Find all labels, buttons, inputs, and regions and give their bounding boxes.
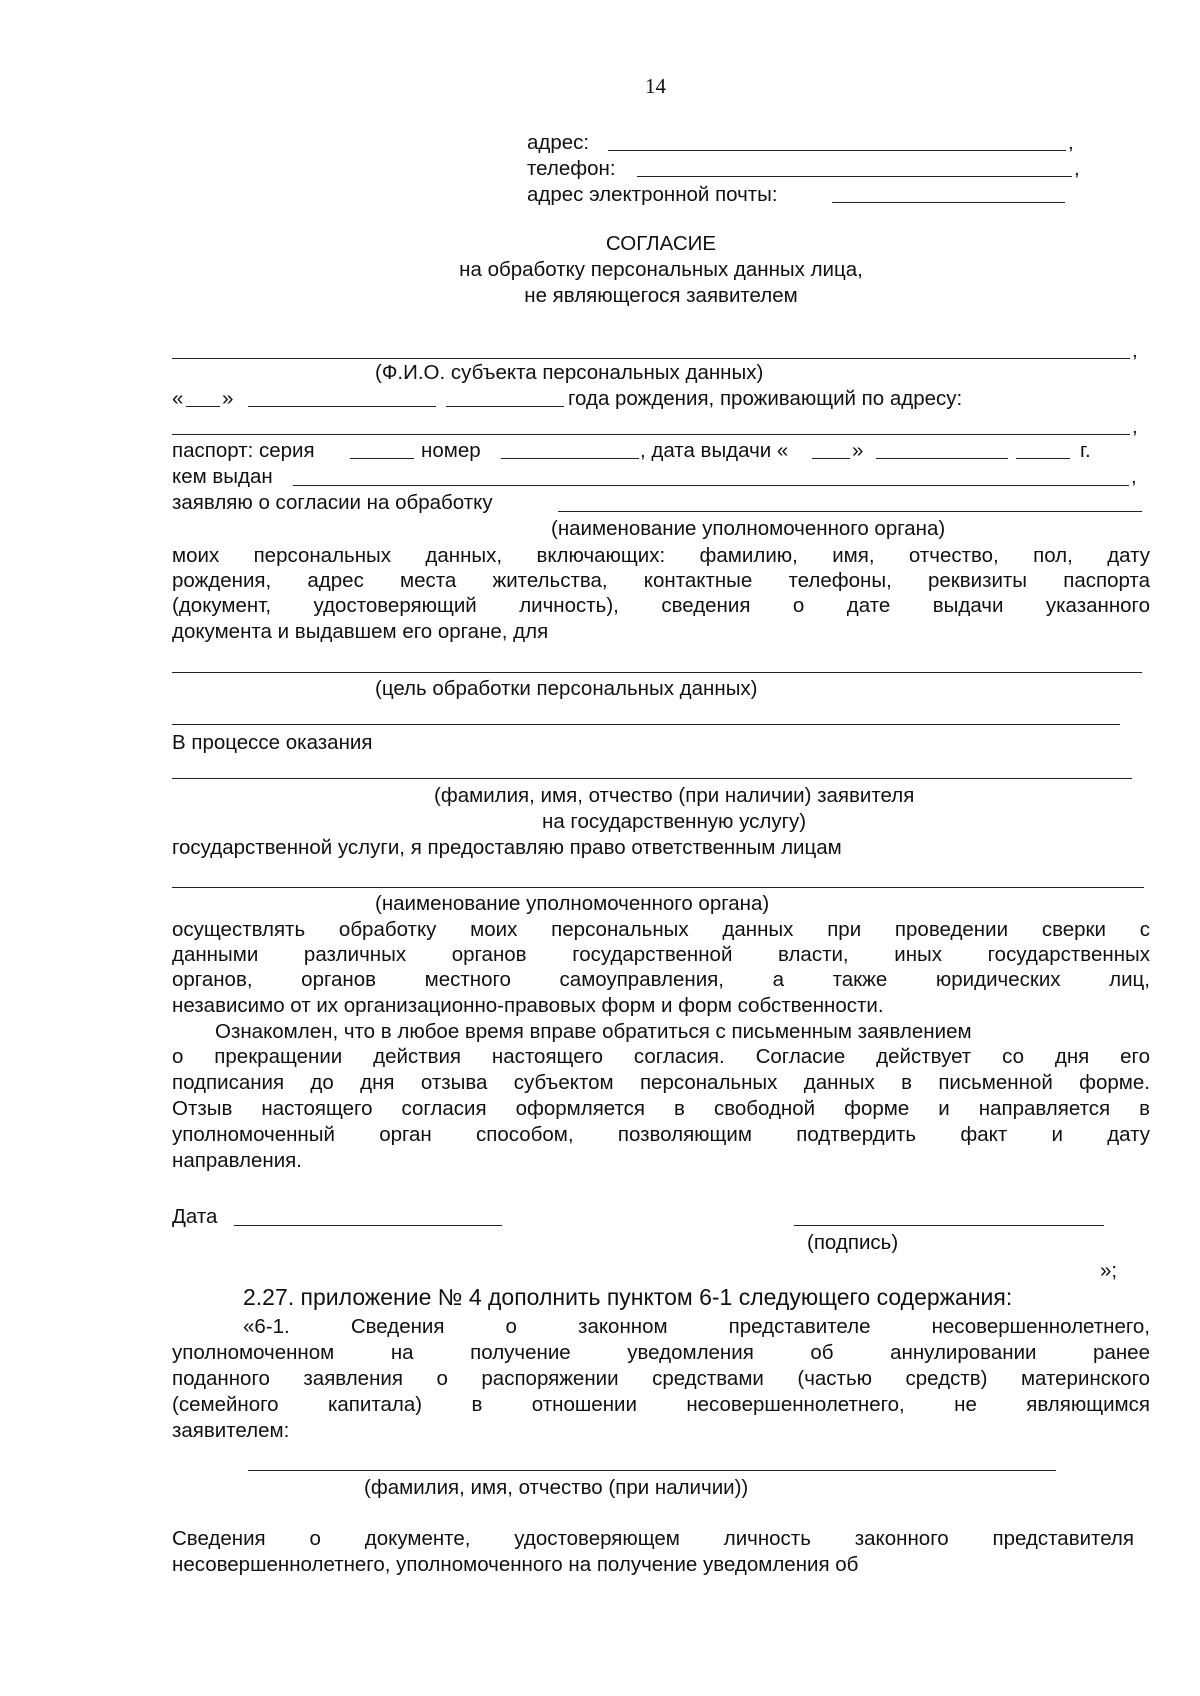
document-title: СОГЛАСИЕ [605, 232, 717, 255]
purpose-caption: (цель обработки персональных данных) [375, 677, 758, 700]
passport-year-underline [1016, 458, 1070, 459]
phone-comma: , [1074, 157, 1080, 180]
body3-line-3: подписания до дня отзыва субъектом персональных данных в письменной форме. [172, 1071, 1150, 1094]
amendment-heading: 2.27. приложение № 4 дополнить пунктом 6-1 следующего содержания: [243, 1284, 1013, 1310]
passport-series-underline [350, 458, 414, 459]
passport-series-label: паспорт: серия [172, 439, 315, 462]
body1-line-4: документа и выдавшем его органе, для [172, 620, 549, 643]
body3-line-6: направления. [172, 1149, 302, 1172]
fio-underline-2 [248, 1470, 1056, 1471]
passport-month-underline [876, 458, 1008, 459]
purpose-underline-2 [172, 724, 1120, 725]
birth-year-underline [446, 406, 564, 407]
residence-comma: , [1132, 415, 1138, 438]
date-label: Дата [172, 1205, 218, 1228]
birth-day-open: « [172, 387, 184, 410]
issued-by-label: кем выдан [172, 465, 273, 488]
title-line-2: не являющегося заявителем [524, 284, 798, 307]
section61-line-2: уполномоченном на получение уведомления об аннулировании ранее [172, 1341, 1150, 1364]
body1-line-3: (документ, удостоверяющий личность), сведения о дате выдачи указанного [172, 594, 1150, 617]
signature-underline [794, 1225, 1104, 1226]
body3-line-2: о прекращении действия настоящего согласия. Согласие действует со дня его [172, 1045, 1150, 1068]
service-text: государственной услуги, я предоставляю право ответственным лицам [172, 836, 842, 859]
fio-caption: (Ф.И.О. субъекта персональных данных) [375, 361, 764, 384]
body2-line-1: осуществлять обработку моих персональных данных при проведении сверки с [172, 918, 1150, 941]
passport-date-label: , дата выдачи « [640, 439, 789, 462]
applicant-caption-1: (фамилия, имя, отчество (при наличии) заявителя [434, 784, 915, 807]
body2-line-4: независимо от их организационно-правовых форм и форм собственности. [172, 994, 884, 1017]
closing-quote: »; [1100, 1259, 1118, 1282]
declare-text: заявляю о согласии на обработку [172, 491, 493, 514]
passport-year-label: г. [1080, 439, 1091, 462]
title-line-1: на обработку персональных данных лица, [459, 258, 863, 281]
signature-caption: (подпись) [807, 1231, 899, 1254]
birth-text: года рождения, проживающий по адресу: [568, 387, 963, 410]
section61-line-5: заявителем: [172, 1419, 290, 1442]
body3-line-4: Отзыв настоящего согласия оформляется в свободной форме и направляется в [172, 1097, 1150, 1120]
residence-underline [172, 434, 1130, 435]
body1-line-2: рождения, адрес места жительства, контактные телефоны, реквизиты паспорта [172, 569, 1150, 592]
body2-line-3: органов, органов местного самоуправления, а также юридических лиц, [172, 968, 1150, 991]
body3-line-1: Ознакомлен, что в любое время вправе обратиться с письменным заявлением [215, 1020, 972, 1043]
body2-line-2: данными различных органов государственной власти, иных государственных [172, 943, 1150, 966]
applicant-caption-2: на государственную услугу) [542, 810, 807, 833]
authority-underline-2 [172, 887, 1144, 888]
issued-by-underline [293, 485, 1129, 486]
authority-caption: (наименование уполномоченного органа) [551, 517, 946, 540]
address-underline [608, 150, 1066, 151]
birth-month-underline [248, 406, 436, 407]
authority-underline [558, 511, 1142, 512]
page-number: 14 [645, 74, 666, 98]
doc-info-line-1: Сведения о документе, удостоверяющем личность законного представителя [172, 1527, 1134, 1550]
date-underline [234, 1225, 502, 1226]
issued-by-comma: , [1131, 465, 1137, 488]
section61-line-3: поданного заявления о распоряжении средствами (частью средств) материнского [172, 1367, 1150, 1390]
birth-day-underline [186, 406, 220, 407]
address-label: адрес: [527, 131, 590, 154]
email-underline [832, 202, 1065, 203]
applicant-underline [172, 778, 1132, 779]
fio-underline [172, 358, 1130, 359]
section61-line-4: (семейного капитала) в отношении несовершеннолетнего, не являющимся [172, 1393, 1150, 1416]
birth-day-close: » [222, 387, 234, 410]
body1-line-1: моих персональных данных, включающих: фамилию, имя, отчество, пол, дату [172, 544, 1150, 567]
process-text: В процессе оказания [172, 731, 373, 754]
purpose-underline [172, 672, 1142, 673]
phone-underline [637, 176, 1072, 177]
body3-line-5: уполномоченный орган способом, позволяющим подтвердить факт и дату [172, 1123, 1150, 1146]
doc-info-line-2: несовершеннолетнего, уполномоченного на получение уведомления об [172, 1553, 859, 1576]
section61-line-1: «6-1. Сведения о законном представителе несовершеннолетнего, [243, 1315, 1150, 1338]
passport-day-underline [812, 458, 850, 459]
email-label: адрес электронной почты: [527, 183, 778, 206]
phone-label: телефон: [527, 157, 616, 180]
passport-number-label: номер [421, 439, 481, 462]
fio-comma: , [1132, 339, 1138, 362]
passport-number-underline [501, 458, 639, 459]
address-comma: , [1068, 131, 1074, 154]
passport-date-close: » [852, 439, 864, 462]
fio-caption-2: (фамилия, имя, отчество (при наличии)) [364, 1476, 749, 1499]
authority-caption-2: (наименование уполномоченного органа) [375, 892, 770, 915]
